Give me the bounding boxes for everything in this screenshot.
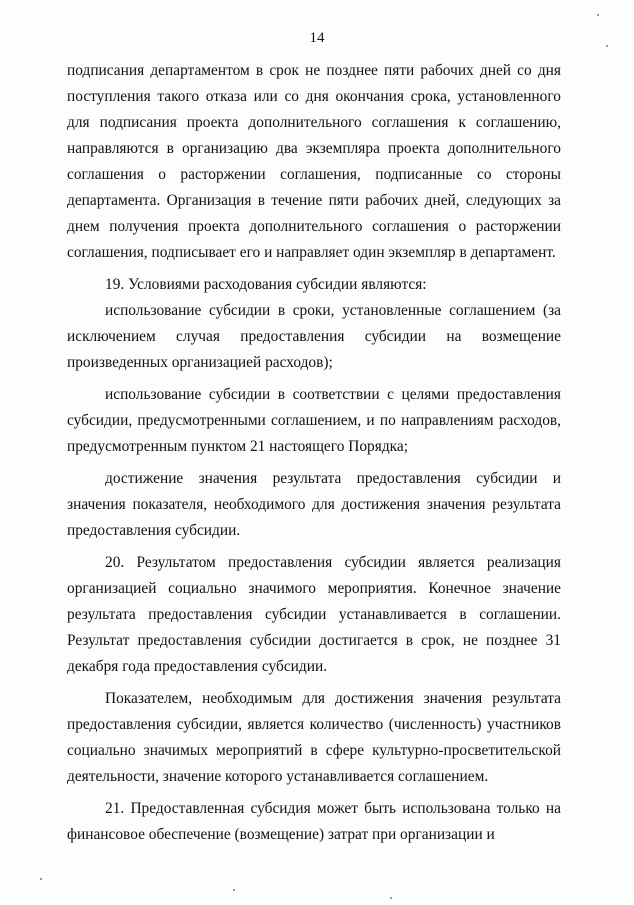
paragraph-21: 21. Предоставленная субсидия может быть использована только на финансовое обеспечение (возмещение) затрат при организации и (67, 800, 561, 843)
scan-speck (597, 14, 599, 16)
paragraph-continuation: подписания департаментом в срок не позднее пяти рабочих дней со дня поступления такого отказа или со дня окончания срока, установленного для подписания проекта дополнительного соглашения к соглашению, направляются в организацию два экземпляра проекта дополнительного соглашения о расторжении соглашения, подписанные со стороны департамента. Организация в течение пяти рабочих дней, следующих за днем получения проекта дополнительного соглашения о расторжении соглашения, подписывает его и направляет один экземпляр в департамент. (67, 62, 561, 261)
paragraph-19-condition-purposes: использование субсидии в соответствии с целями предоставления субсидии, предусмотренными соглашением, и по направлениям расходов, предусмотренным пунктом 21 настоящего Порядка; (67, 386, 561, 455)
paragraph-20: 20. Результатом предоставления субсидии является реализация организацией социально значимого мероприятия. Конечное значение результата предоставления субсидии устанавливается в соглашении. Результат предоставления субсидии достигается в срок, не позднее 31 декабря года предоставления субсидии. (67, 554, 561, 675)
paragraph-20-indicator: Показателем, необходимым для достижения значения результата предоставления субсидии, является количество (численность) участников социально значимых мероприятий в сфере культурно-просветительской деятельности, значение которого устанавливается соглашением. (67, 690, 561, 785)
scan-speck (40, 878, 42, 880)
paragraph-19-condition-result: достижение значения результата предоставления субсидии и значения показателя, необходимого для достижения значения результата предоставления субсидии. (67, 470, 561, 539)
document-body (67, 58, 561, 848)
page-number: 14 (309, 30, 325, 46)
scan-speck (233, 889, 235, 891)
scan-speck (390, 897, 392, 899)
paragraph-19-condition-terms: использование субсидии в сроки, установленные соглашением (за исключением случая предоставления субсидии на возмещение произведенных организацией расходов); (67, 302, 561, 371)
scan-speck (606, 45, 608, 47)
paragraph-19: 19. Условиями расходования субсидии являются: (105, 276, 427, 293)
